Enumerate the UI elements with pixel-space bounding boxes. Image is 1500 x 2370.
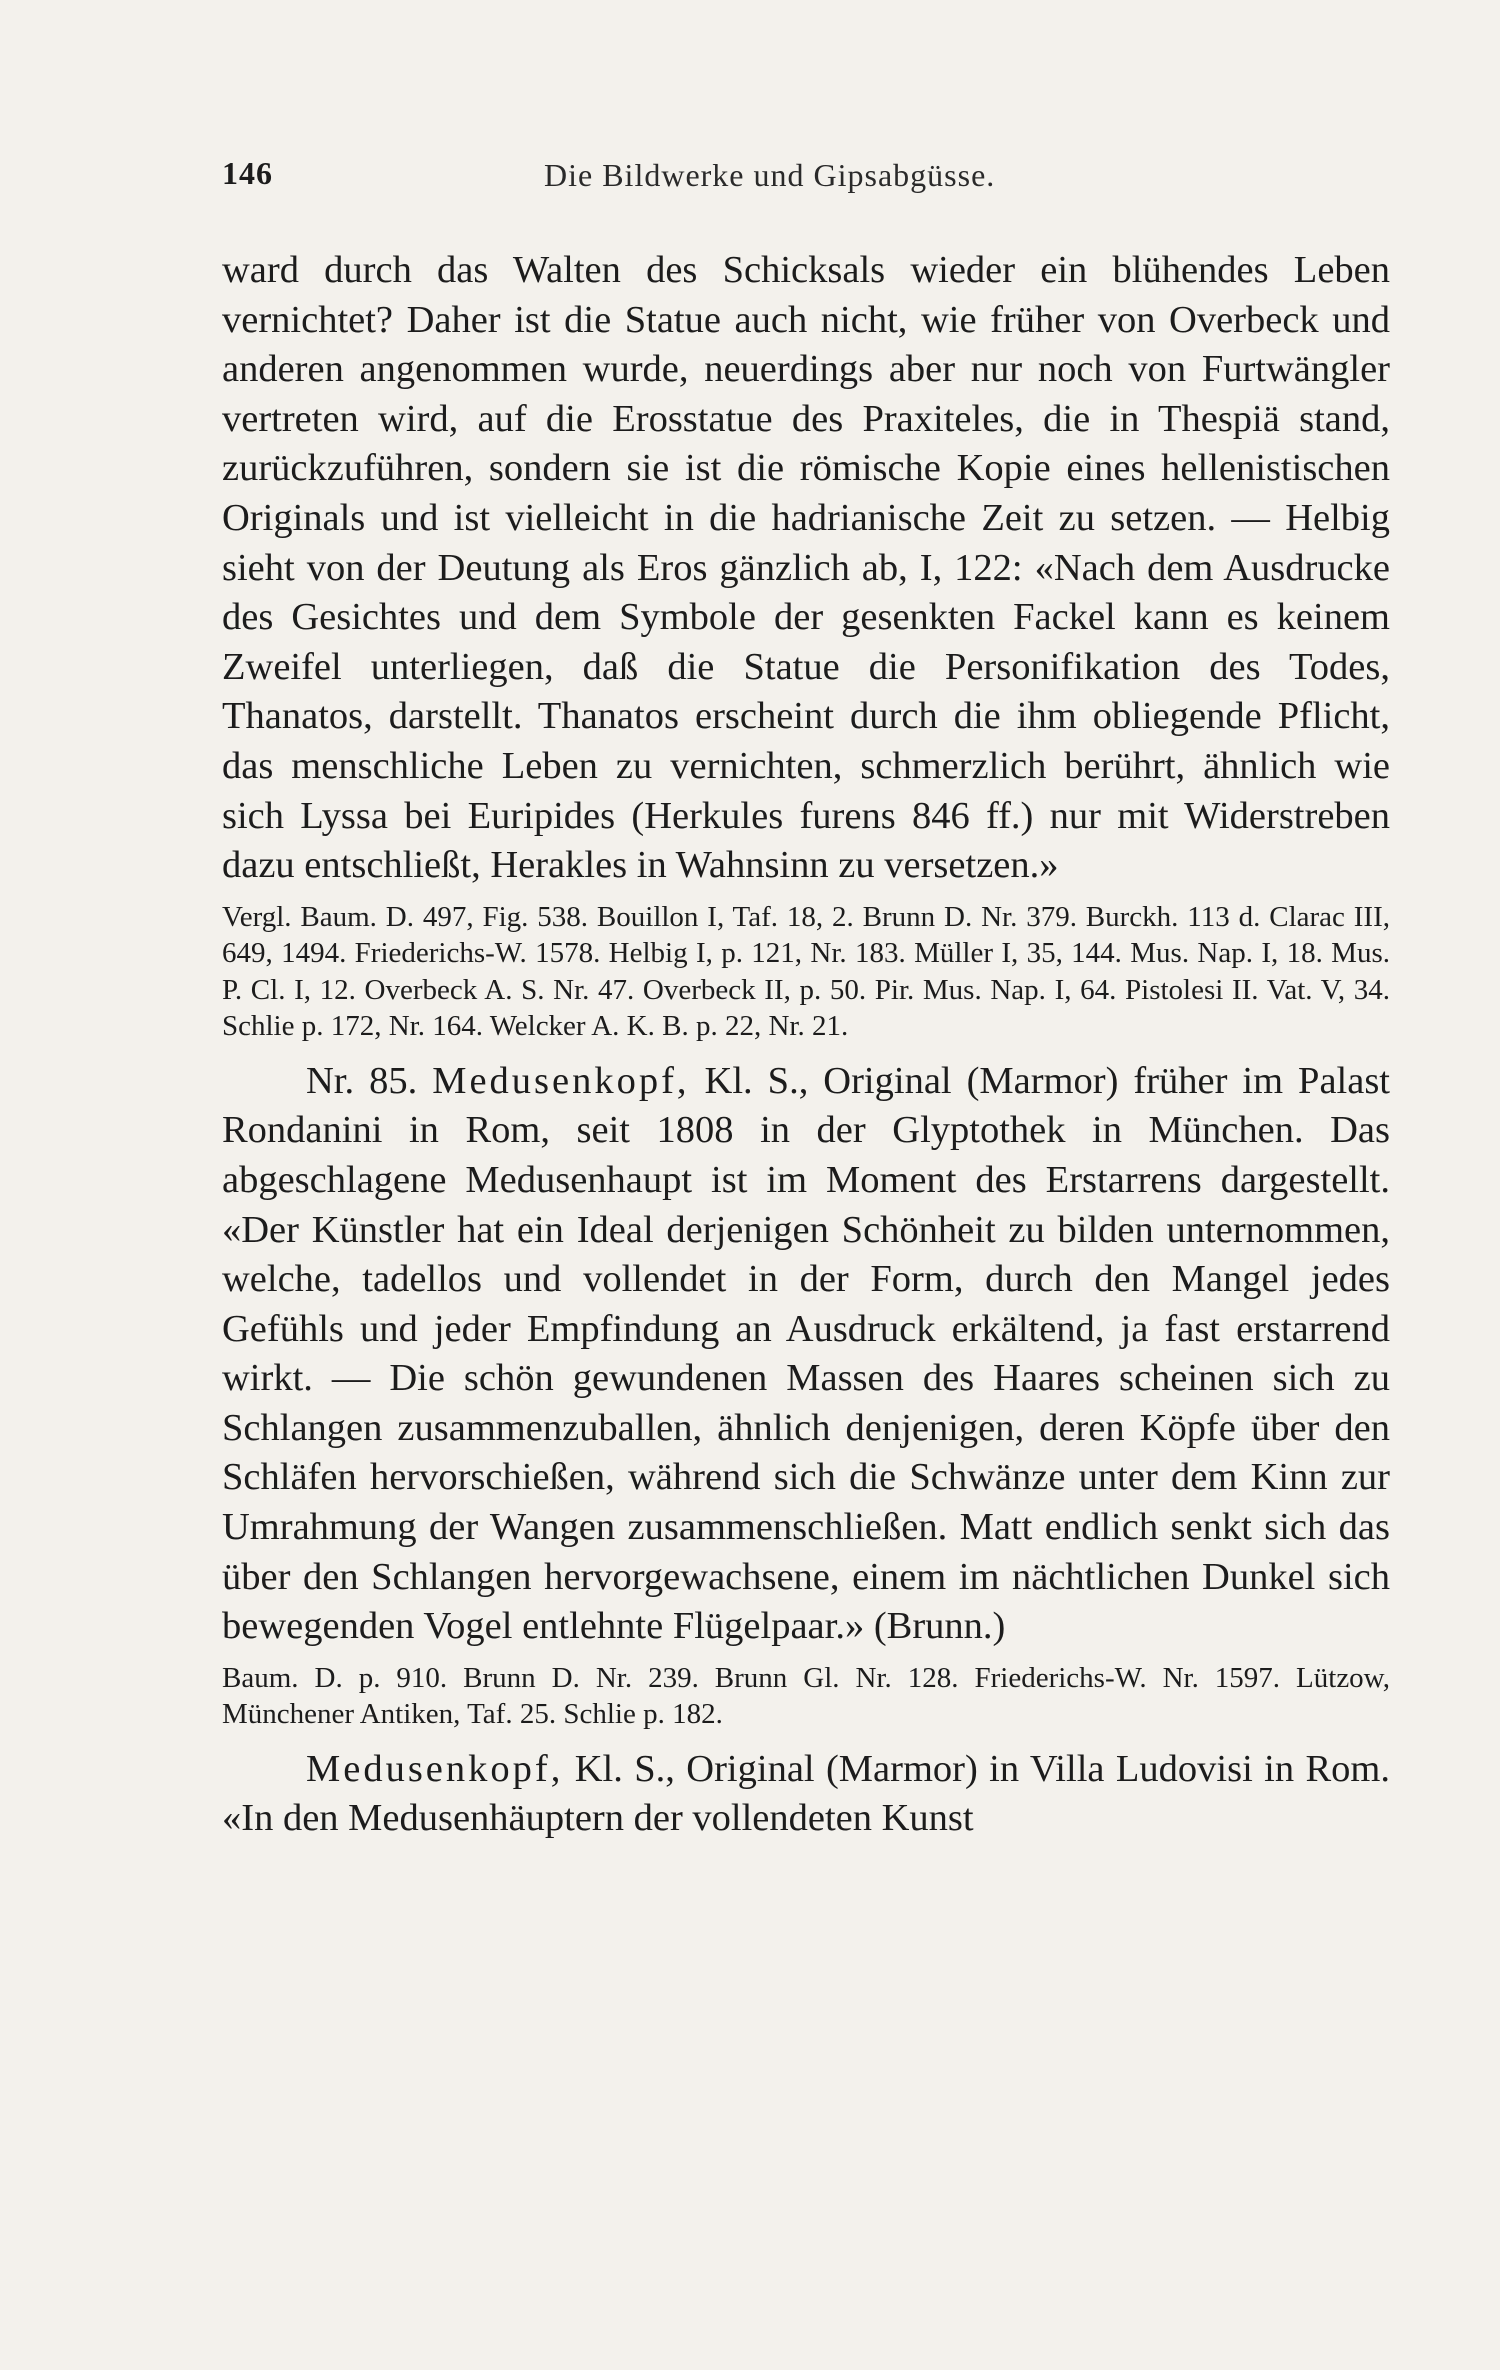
entry-description-ludovisi: Kl. S., Original (Marmor) in Villa Ludovisi in Rom. «In den Medusenhäuptern der vollendeten Kunst: [222, 1747, 1390, 1840]
paragraph-eros-statue: ward durch das Walten des Schicksals wieder ein blühendes Leben vernichtet? Daher ist die Statue auch nicht, wie früher von Overbeck und anderen angenommen wurde, neuerdings aber nur noch von Furtwängler vertreten wird, auf die Erosstatue des Praxiteles, die in Thespiä stand, zurückzuführen, sondern sie ist die römische Kopie eines hellenistischen Originals und ist vielleicht in die hadrianische Zeit zu setzen. — Helbig sieht von der Deutung als Eros gänzlich ab, I, 122: «Nach dem Ausdrucke des Gesichtes und dem Symbole der gesenkten Fackel kann es keinem Zweifel unterliegen, daß die Statue die Personifikation des Todes, Thanatos, darstellt. Thanatos erscheint durch die ihm obliegende Pflicht, das menschliche Leben zu vernichten, schmerzlich berührt, ähnlich wie sich Lyssa bei Euripides (Herkules furens 846 ff.) nur mit Widerstreben dazu entschließt, Herakles in Wahnsinn zu versetzen.»: [222, 249, 1390, 887]
paragraph-medusenkopf-ludovisi: [222, 1745, 1390, 1844]
entry-description: Kl. S., Original (Marmor) früher im Palast Rondanini in Rom, seit 1808 in der Glyptothek in München. Das abgeschlagene Medusenhaupt ist im Moment des Erstarrens dargestellt. «Der Künstler hat ein Ideal derjenigen Schönheit zu bilden unternommen, welche, tadellos und vollendet in der Form, durch den Mangel jedes Gefühls und jeder Empfindung an Ausdruck erkältend, ja fast erstarrend wirkt. — Die schön gewundenen Massen des Haares scheinen sich zu Schlangen zusammenzuballen, ähnlich denjenigen, deren Köpfe über den Schläfen hervorschießen, während sich die Schwänze unter dem Kinn zur Umrahmung der Wangen zusammenschließen. Matt endlich senkt sich das über den Schlangen hervorgewachsene, einem im nächtlichen Dunkel sich bewegenden Vogel entlehnte Flügelpaar.» (Brunn.): [222, 1059, 1390, 1648]
page-text: [222, 246, 1390, 1844]
entry-title: Medusenkopf,: [432, 1059, 690, 1102]
running-head: Die Bildwerke und Gipsabgüsse.: [544, 157, 996, 193]
page-number: 146: [222, 155, 273, 191]
entry-number: Nr. 85.: [306, 1059, 418, 1102]
paragraph-medusenkopf-rondanini: [222, 1057, 1390, 1652]
page-header: [222, 155, 1390, 195]
references-eros-statue: Vergl. Baum. D. 497, Fig. 538. Bouillon I, Taf. 18, 2. Brunn D. Nr. 379. Burckh. 113 d. Clarac III, 649, 1494. Friederichs-W. 1578. Helbig I, p. 121, Nr. 183. Müller I, 35, 144. Mus. Nap. I, 18. Mus. P. Cl. I, 12. Overbeck A. S. Nr. 47. Overbeck II, p. 50. Pir. Mus. Nap. I, 64. Pistolesi II. Vat. V, 34. Schlie p. 172, Nr. 164. Welcker A. K. B. p. 22, Nr. 21.: [222, 900, 1390, 1043]
references-medusenkopf-rondanini: Baum. D. p. 910. Brunn D. Nr. 239. Brunn Gl. Nr. 128. Friederichs-W. Nr. 1597. Lützow, Münchener Antiken, Taf. 25. Schlie p. 182.: [222, 1661, 1390, 1731]
entry-title-ludovisi: Medusenkopf,: [306, 1747, 564, 1790]
